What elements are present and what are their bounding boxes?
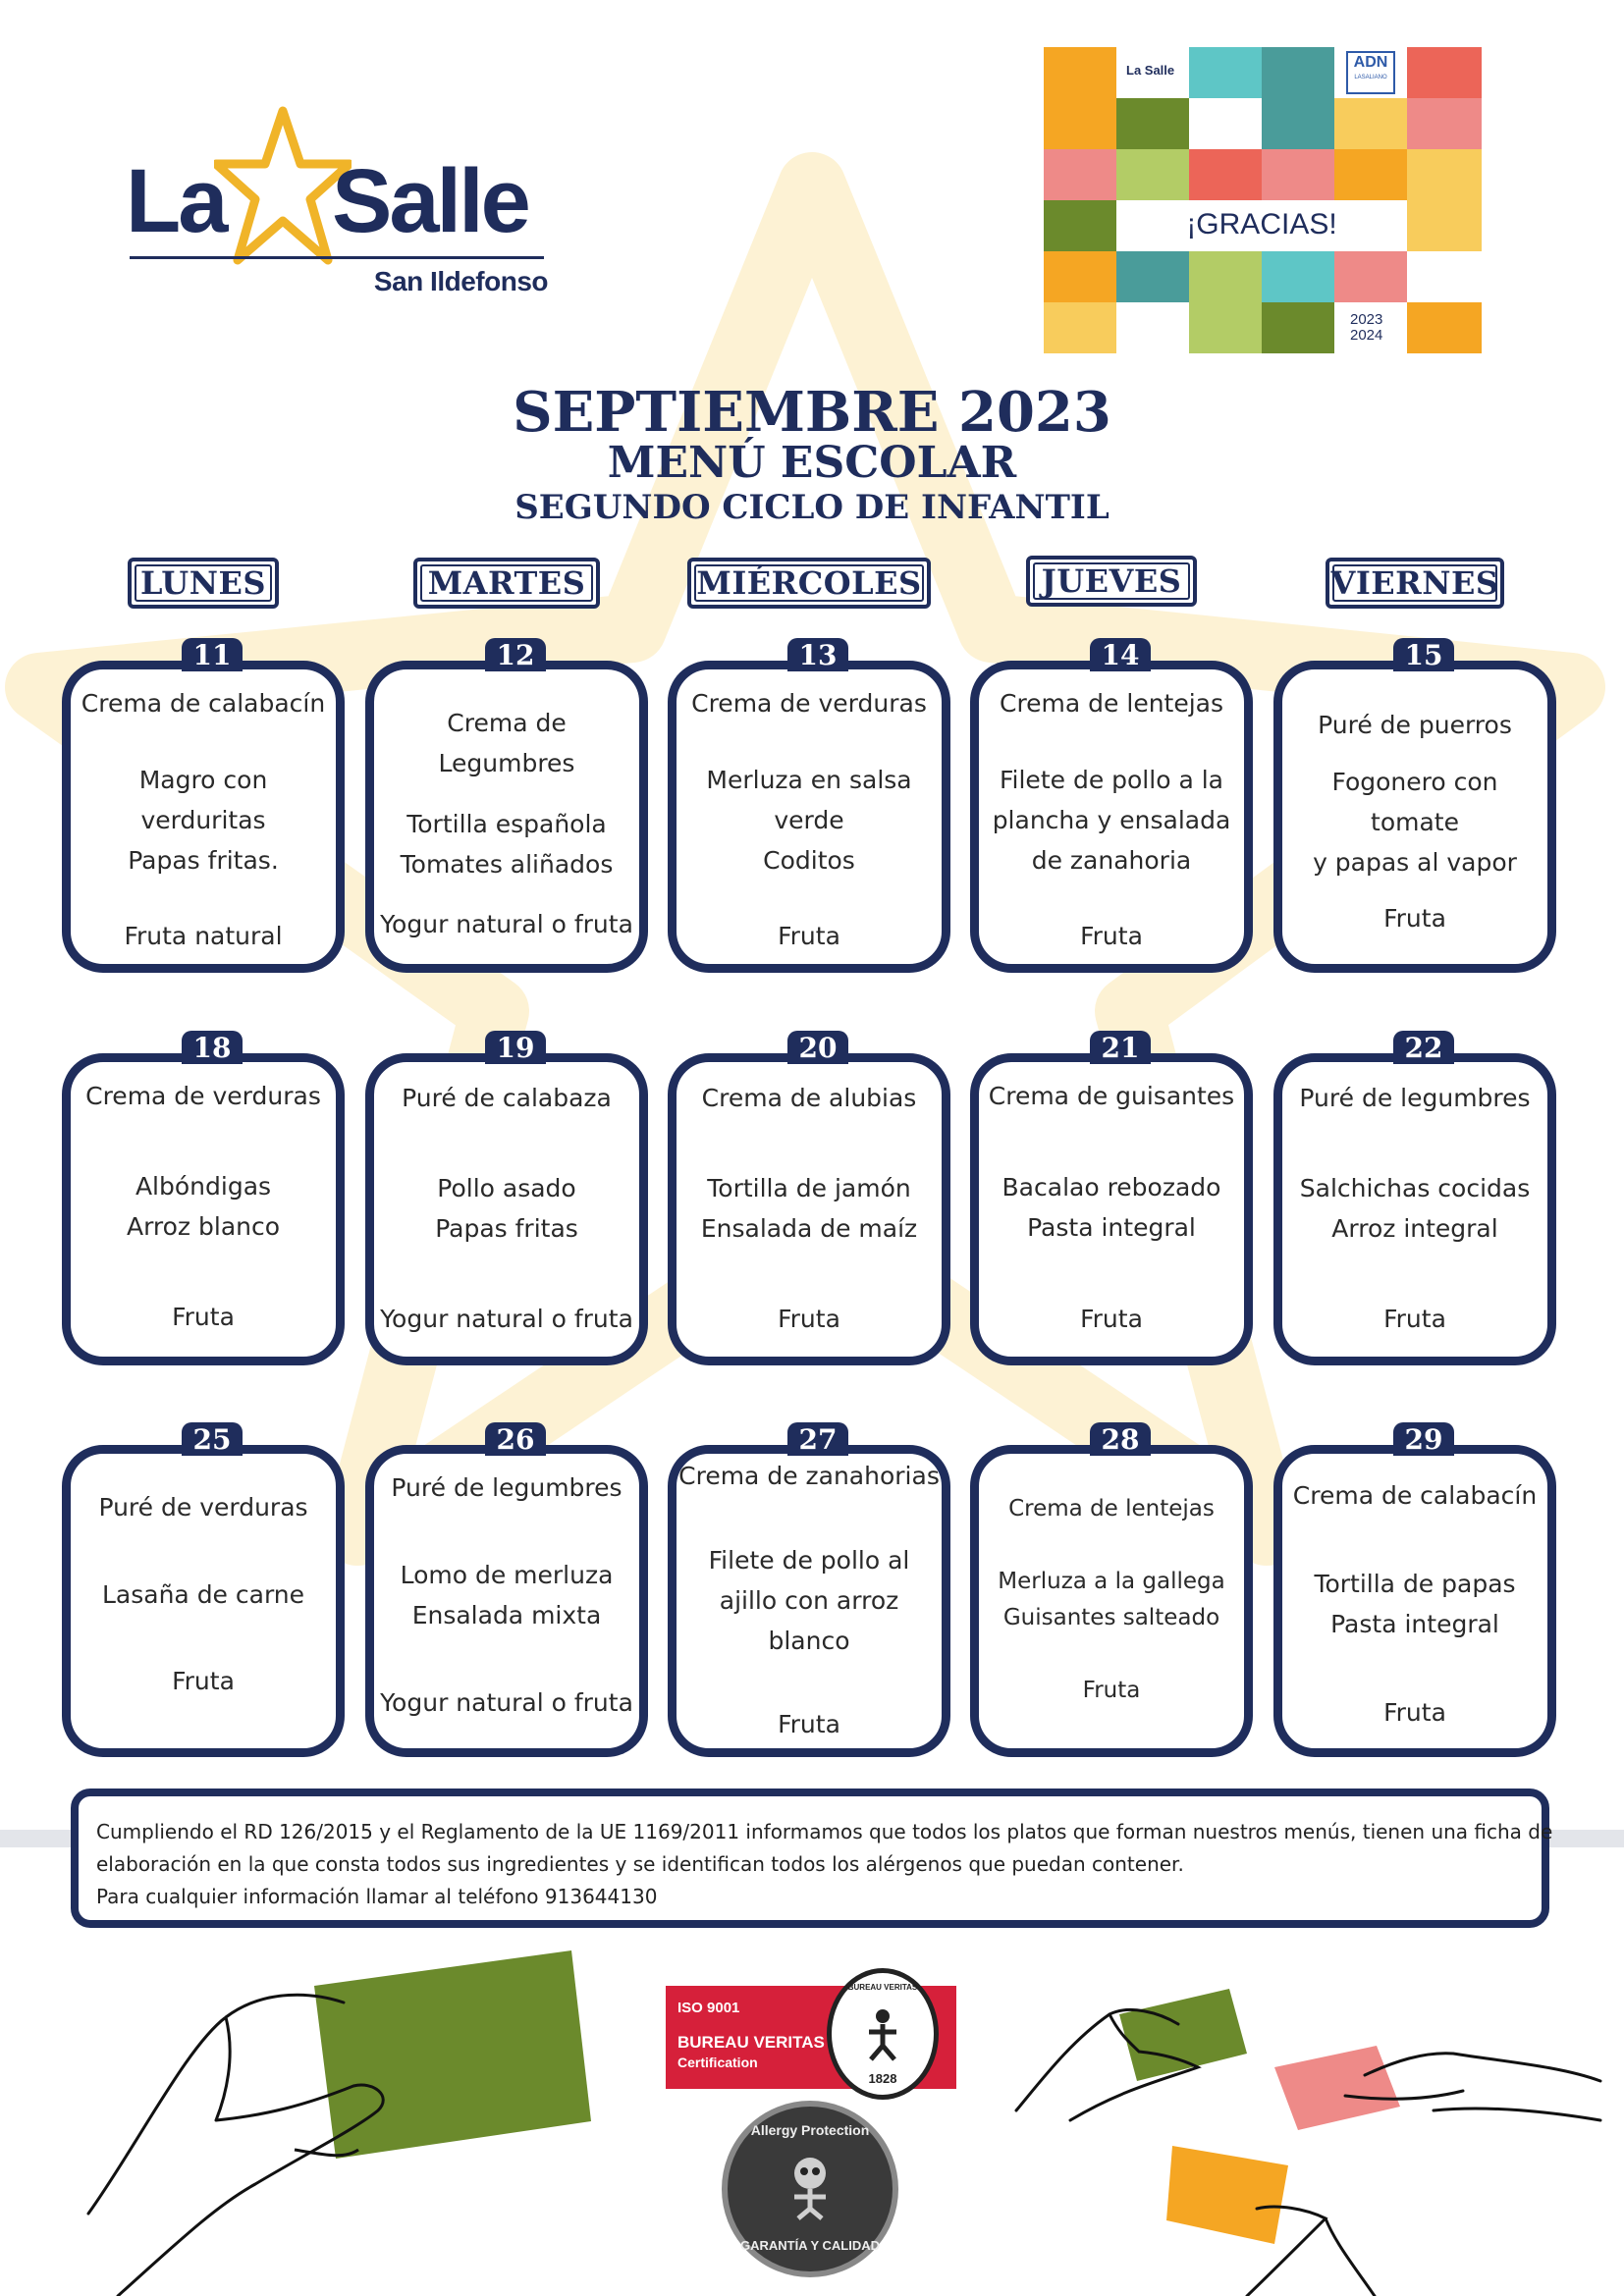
second-course-line: Guisantes salteado (1002, 1605, 1220, 1630)
adn-lasaliano-badge (1346, 51, 1395, 94)
dessert: Fruta natural (124, 922, 283, 950)
second-course-line: Fogonero con tomate (1331, 767, 1498, 836)
second-course-line: Merluza a la gallega (998, 1569, 1225, 1594)
day-header-viernes: VIERNES (1326, 558, 1504, 609)
second-course-line: Magro con (138, 765, 268, 794)
menu-day-cell (668, 1031, 950, 1365)
allergy-top-text: Allergy Protection (750, 2122, 870, 2138)
day-number: 20 (787, 1031, 848, 1064)
menu-day-cell (62, 1031, 345, 1365)
logo-subtitle: San Ildefonso (373, 266, 548, 296)
second-course-line: Filete de pollo a la (999, 765, 1223, 794)
dessert: Fruta (1080, 922, 1143, 950)
allergy-protection-seal (722, 2101, 898, 2277)
menu-day-cell (365, 638, 648, 973)
second-course-line: de zanahoria (1031, 845, 1192, 875)
second-course (706, 760, 911, 881)
badge-year-start: 2023 (1350, 311, 1383, 328)
menu-content (979, 1062, 1244, 1357)
second-course (1314, 1564, 1515, 1644)
dessert: Fruta (1383, 904, 1446, 933)
day-number: 14 (1090, 638, 1151, 671)
day-number: 11 (182, 638, 243, 671)
second-course-line: Coditos (763, 845, 855, 875)
allergen-notice (71, 1789, 1553, 1928)
dessert: Fruta (1383, 1698, 1446, 1727)
second-course (993, 760, 1231, 881)
badge-year-end: 2024 (1350, 327, 1383, 344)
second-course (128, 760, 279, 881)
second-course-line: ajillo con arroz (719, 1585, 899, 1615)
menu-content (71, 1454, 336, 1748)
second-course-line: Bacalao rebozado (1001, 1173, 1221, 1201)
second-course (709, 1540, 910, 1661)
adn-sublabel: LASALIANO (1354, 75, 1387, 80)
second-course (1284, 762, 1545, 882)
first-course: Crema de lentejas (1008, 1496, 1215, 1522)
dessert: Yogur natural o fruta (380, 910, 633, 938)
first-course: Crema de Legumbres (438, 709, 575, 777)
second-course (102, 1575, 304, 1615)
bv-label: BUREAU VERITAS (677, 2033, 825, 2052)
dessert: Fruta (778, 1305, 840, 1333)
day-number: 13 (787, 638, 848, 671)
day-number: 19 (485, 1031, 546, 1064)
second-course (127, 1166, 280, 1247)
second-course-line: y papas al vapor (1313, 847, 1517, 877)
menu-day-cell (970, 1031, 1253, 1365)
seal-mascot-icon (775, 2150, 845, 2220)
second-course-line: Ensalada mixta (411, 1601, 602, 1629)
menu-content (374, 669, 639, 964)
second-course-line: Albóndigas (135, 1172, 272, 1201)
second-course-line: Pollo asado (437, 1174, 576, 1202)
notice-line: Para cualquier información llamar al teléfono 913644130 (96, 1885, 658, 1908)
first-course: Puré de verduras (98, 1493, 308, 1522)
second-course (401, 1555, 614, 1635)
menu-content (71, 1062, 336, 1357)
day-number: 27 (787, 1422, 848, 1456)
menu-day-cell (970, 1422, 1253, 1757)
second-course-line: Tortilla española (406, 809, 607, 838)
adn-label: ADN (1353, 54, 1388, 71)
first-course: Crema de alubias (701, 1084, 917, 1112)
second-course (401, 804, 614, 884)
second-course-line: verde (774, 805, 844, 834)
day-header-jueves: JUEVES (1026, 556, 1197, 607)
menu-day-cell (1273, 1422, 1556, 1757)
second-course (998, 1564, 1224, 1636)
dessert: Fruta (1082, 1678, 1141, 1703)
hands-with-cards-illustration (1011, 1973, 1620, 2296)
first-course: Crema de calabacín (1292, 1481, 1538, 1510)
first-course: Puré de legumbres (1299, 1084, 1531, 1112)
seal-figure-icon (861, 2006, 904, 2061)
logo-brand-right: Salle (332, 151, 528, 251)
dessert: Fruta (778, 922, 840, 950)
second-course-line: Salchichas cocidas (1299, 1174, 1531, 1202)
star-icon (214, 103, 352, 270)
first-course: Puré de puerros (1318, 711, 1512, 739)
day-number: 18 (182, 1031, 243, 1064)
allergy-bottom-text: GARANTÍA Y CALIDAD (739, 2238, 881, 2253)
badge-small-logo: La Salle (1126, 63, 1175, 78)
seal-top-text: BUREAU VERITAS (847, 1983, 918, 1992)
menu-day-cell (668, 1422, 950, 1757)
dessert: Fruta (1080, 1305, 1143, 1333)
bureau-veritas-seal (827, 1968, 939, 2100)
day-number: 28 (1090, 1422, 1151, 1456)
day-number: 15 (1393, 638, 1454, 671)
first-course: Crema de calabacín (81, 689, 326, 718)
la-salle-logo (126, 103, 548, 299)
second-course (701, 1168, 917, 1249)
page-title-menu: MENÚ ESCOLAR (607, 438, 1017, 488)
menu-content (1282, 1454, 1547, 1748)
day-number: 22 (1393, 1031, 1454, 1064)
first-course: Crema de verduras (691, 689, 927, 718)
menu-day-cell (62, 1422, 345, 1757)
first-course: Crema de guisantes (988, 1082, 1235, 1110)
menu-content (677, 669, 942, 964)
dessert: Yogur natural o fruta (380, 1305, 633, 1333)
cert-label: Certification (677, 2055, 758, 2070)
second-course-line: Tortilla de papas (1314, 1570, 1516, 1598)
menu-content (1282, 1062, 1547, 1357)
menu-day-cell (365, 1422, 648, 1757)
page-title-cycle: SEGUNDO CICLO DE INFANTIL (514, 488, 1110, 527)
page-title-month: SEPTIEMBRE 2023 (513, 380, 1111, 445)
menu-day-cell (970, 638, 1253, 973)
second-course-line: Tomates aliñados (400, 849, 614, 879)
second-course (1002, 1167, 1221, 1248)
gracias-text: ¡GRACIAS! (1186, 208, 1337, 240)
second-course-line: Arroz integral (1331, 1214, 1498, 1243)
dessert: Fruta (778, 1710, 840, 1738)
first-course: Puré de calabaza (402, 1084, 612, 1112)
second-course-line: Lasaña de carne (101, 1579, 305, 1609)
second-course-line: Tortilla de jamón (707, 1174, 911, 1202)
day-header-lunes: LUNES (128, 558, 279, 609)
first-course: Crema de lentejas (999, 689, 1224, 718)
second-course-line: Merluza en salsa (706, 765, 912, 794)
second-course-line: Filete de pollo al (708, 1545, 910, 1575)
notice-line: Cumpliendo el RD 126/2015 y el Reglamento de la UE 1169/2011 informamos que todos los platos que forman nuestros menús, tienen una ficha de (96, 1820, 1553, 1843)
menu-content (71, 669, 336, 964)
day-number: 29 (1393, 1422, 1454, 1456)
second-course-line: Papas fritas. (128, 845, 279, 875)
day-number: 21 (1090, 1031, 1151, 1064)
dessert: Fruta (172, 1667, 235, 1695)
second-course-line: Pasta integral (1027, 1213, 1196, 1242)
day-number: 26 (485, 1422, 546, 1456)
logo-underline (130, 256, 544, 259)
menu-day-cell (365, 1031, 648, 1365)
day-number: 12 (485, 638, 546, 671)
menu-content (677, 1062, 942, 1357)
first-course: Crema de verduras (85, 1082, 321, 1110)
second-course-line: verduritas (140, 805, 266, 834)
second-course-line: Arroz blanco (126, 1212, 281, 1241)
second-course-line: Pasta integral (1330, 1610, 1499, 1638)
notice-line: elaboración en la que consta todos sus ingredientes y se identifican todos los alérgenos que puedan contener. (96, 1852, 1184, 1876)
menu-content (979, 669, 1244, 964)
menu-content (979, 1454, 1244, 1748)
second-course (1300, 1168, 1531, 1249)
second-course-line: Ensalada de maíz (700, 1214, 918, 1243)
menu-day-cell (62, 638, 345, 973)
dessert: Fruta (172, 1303, 235, 1331)
seal-year: 1828 (868, 2071, 897, 2086)
menu-content (1282, 669, 1547, 964)
gracias-badge (1044, 47, 1482, 353)
second-course-line: Papas fritas (435, 1214, 578, 1243)
menu-day-cell (668, 638, 950, 973)
dessert: Yogur natural o fruta (380, 1688, 633, 1717)
second-course-line: plancha y ensalada (992, 805, 1231, 834)
second-course-line: blanco (768, 1626, 850, 1655)
day-header-miercoles: MIÉRCOLES (687, 558, 931, 609)
logo-brand-left: La (126, 151, 226, 251)
menu-day-cell (1273, 1031, 1556, 1365)
dessert: Fruta (1383, 1305, 1446, 1333)
second-course-line: Lomo de merluza (400, 1561, 614, 1589)
first-course: Puré de legumbres (391, 1473, 623, 1502)
second-course (435, 1168, 578, 1249)
menu-content (677, 1454, 942, 1748)
mosaic-tiles (1044, 47, 1482, 353)
first-course: Crema de zanahorias (678, 1462, 940, 1490)
menu-day-cell (1273, 638, 1556, 973)
day-header-martes: MARTES (413, 558, 600, 609)
menu-content (374, 1062, 639, 1357)
menu-content (374, 1454, 639, 1748)
iso-label: ISO 9001 (677, 2000, 740, 2016)
day-number: 25 (182, 1422, 243, 1456)
hand-with-card-illustration (79, 1949, 609, 2296)
